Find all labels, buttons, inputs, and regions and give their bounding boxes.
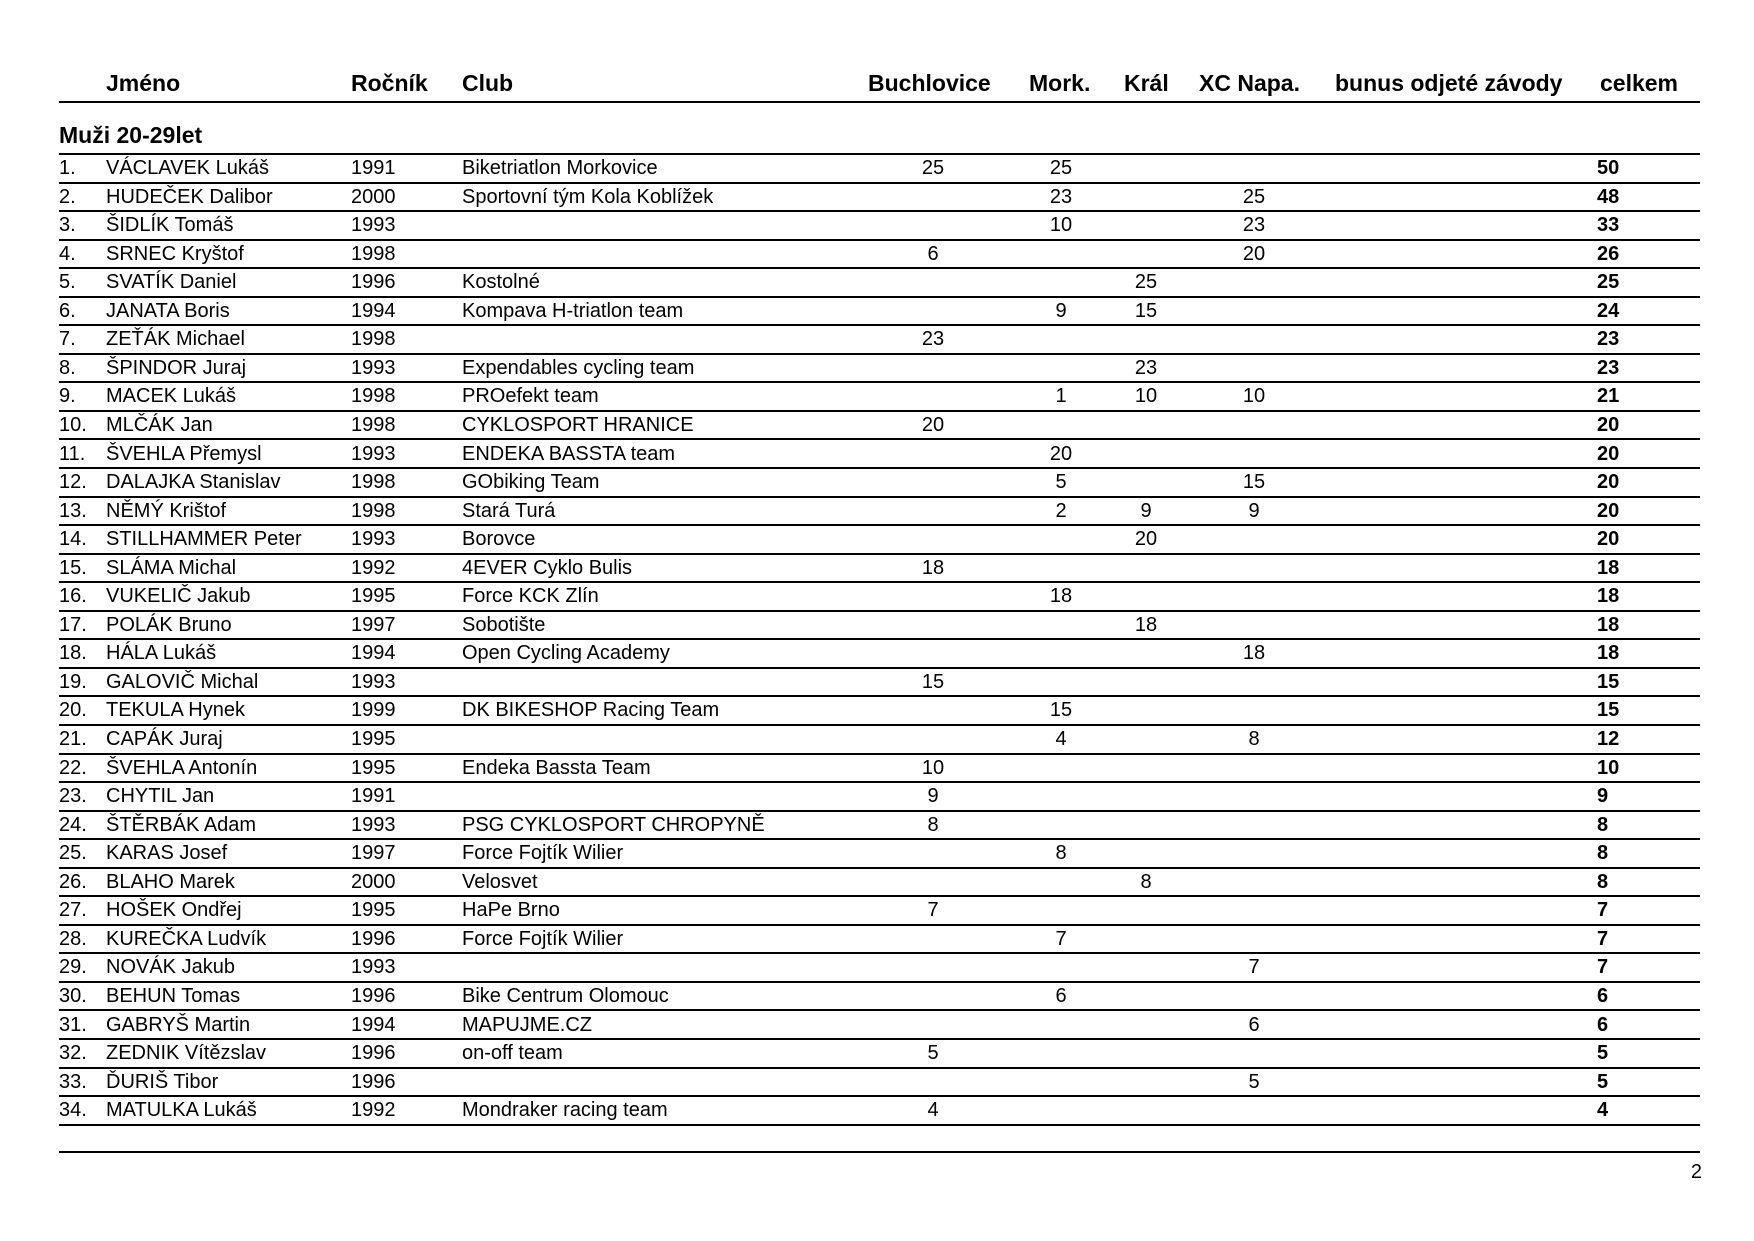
rank-cell: 1. (59, 157, 76, 179)
year-cell: 1996 (351, 1042, 396, 1065)
header-name: Jméno (106, 70, 181, 96)
header-bonus: bunus odjeté závody (1335, 70, 1563, 96)
rank-cell: 33. (59, 1070, 87, 1093)
name-cell: DALAJKA Stanislav (106, 471, 281, 494)
name-cell: ZEŤÁK Michael (106, 328, 245, 351)
rank-cell: 7. (59, 328, 76, 351)
year-cell: 1993 (351, 214, 396, 237)
name-cell: SLÁMA Michal (106, 556, 237, 579)
rank-cell: 3. (59, 214, 76, 237)
rank-cell: 15. (59, 556, 87, 579)
club-cell: GObiking Team (462, 471, 600, 494)
rank-cell: 28. (59, 927, 87, 950)
total-cell: 50 (1597, 157, 1620, 179)
year-cell: 1996 (351, 927, 396, 950)
table-row (59, 241, 1700, 270)
name-cell: ŠVEHLA Přemysl (106, 442, 262, 465)
buchlovice-cell: 18 (921, 556, 945, 579)
name-cell: JANATA Boris (106, 299, 230, 322)
xc-cell: 10 (1242, 385, 1266, 408)
rank-cell: 23. (59, 785, 87, 808)
total-cell: 7 (1597, 956, 1609, 979)
table-row (59, 812, 1700, 841)
total-cell: 20 (1597, 442, 1620, 465)
total-cell: 18 (1597, 642, 1620, 665)
xc-cell: 15 (1242, 471, 1266, 494)
total-cell: 33 (1597, 214, 1620, 237)
club-cell: ENDEKA BASSTA team (462, 442, 676, 465)
rank-cell: 30. (59, 984, 87, 1007)
total-cell: 15 (1597, 670, 1620, 693)
year-cell: 1993 (351, 813, 396, 836)
name-cell: KUREČKA Ludvík (106, 927, 267, 950)
header-year: Ročník (351, 70, 428, 96)
rank-cell: 16. (59, 585, 87, 608)
total-cell: 5 (1597, 1042, 1609, 1065)
table-row (59, 583, 1700, 612)
mork-cell: 4 (1055, 728, 1067, 750)
club-cell: 4EVER Cyklo Bulis (462, 556, 633, 579)
name-cell: CAPÁK Juraj (106, 728, 223, 750)
club-cell: Mondraker racing team (462, 1099, 668, 1122)
table-row (59, 669, 1700, 698)
buchlovice-cell: 6 (927, 242, 939, 265)
mork-cell: 7 (1055, 927, 1067, 950)
buchlovice-cell: 15 (921, 670, 945, 693)
year-cell: 1994 (351, 642, 396, 665)
table-row (59, 755, 1700, 784)
club-cell: Sportovní tým Kola Koblížek (462, 185, 714, 208)
table-row (59, 726, 1700, 755)
club-cell: PSG CYKLOSPORT CHROPYNĚ (462, 813, 765, 836)
rank-cell: 2. (59, 185, 76, 208)
rank-cell: 19. (59, 670, 87, 693)
club-cell: Sobotište (462, 613, 546, 636)
table-row (59, 441, 1700, 470)
mork-cell: 9 (1055, 299, 1067, 322)
table-row (59, 983, 1700, 1012)
name-cell: NOVÁK Jakub (106, 956, 235, 979)
rank-cell: 5. (59, 271, 76, 294)
kral-cell: 18 (1134, 613, 1158, 636)
name-cell: NĚMÝ Krištof (106, 499, 227, 522)
section-title: Muži 20-29let (59, 122, 203, 148)
xc-cell: 7 (1248, 956, 1260, 979)
rank-cell: 10. (59, 413, 87, 436)
name-cell: BEHUN Tomas (106, 984, 241, 1007)
name-cell: MACEK Lukáš (106, 385, 237, 408)
name-cell: ĎURIŠ Tibor (106, 1070, 219, 1093)
rank-cell: 20. (59, 699, 87, 722)
table-row (59, 526, 1700, 555)
club-cell: MAPUJME.CZ (462, 1013, 592, 1036)
table-row (59, 498, 1700, 527)
table-row (59, 926, 1700, 955)
total-cell: 10 (1597, 756, 1620, 779)
kral-cell: 9 (1140, 499, 1152, 522)
year-cell: 1997 (351, 842, 396, 865)
club-cell: Force Fojtík Wilier (462, 927, 624, 950)
kral-cell: 10 (1134, 385, 1158, 408)
header-club: Club (462, 70, 514, 96)
club-cell: Bike Centrum Olomouc (462, 984, 669, 1007)
club-cell: Force Fojtík Wilier (462, 842, 624, 865)
total-cell: 4 (1597, 1099, 1609, 1122)
mork-cell: 2 (1055, 499, 1067, 522)
year-cell: 1998 (351, 328, 396, 351)
total-cell: 7 (1597, 899, 1609, 922)
club-cell: Velosvet (462, 870, 538, 893)
rank-cell: 27. (59, 899, 87, 922)
club-cell: Stará Turá (462, 499, 556, 522)
rank-cell: 29. (59, 956, 87, 979)
total-cell: 24 (1597, 299, 1620, 322)
kral-cell: 25 (1134, 271, 1158, 294)
year-cell: 1993 (351, 356, 396, 379)
total-cell: 20 (1597, 413, 1620, 436)
table-row (59, 326, 1700, 355)
year-cell: 1997 (351, 613, 396, 636)
total-cell: 9 (1597, 785, 1609, 808)
name-cell: HOŠEK Ondřej (106, 899, 242, 922)
club-cell: CYKLOSPORT HRANICE (462, 413, 694, 436)
rank-cell: 22. (59, 756, 87, 779)
club-cell: Expendables cycling team (462, 356, 695, 379)
mork-cell: 10 (1049, 214, 1073, 237)
footer-divider (59, 1151, 1700, 1153)
name-cell: GALOVIČ Michal (106, 670, 259, 693)
year-cell: 1998 (351, 471, 396, 494)
name-cell: KARAS Josef (106, 842, 228, 865)
table-row (59, 1097, 1700, 1126)
xc-cell: 18 (1242, 642, 1266, 665)
total-cell: 18 (1597, 613, 1620, 636)
year-cell: 2000 (351, 185, 396, 208)
year-cell: 1993 (351, 528, 396, 551)
total-cell: 6 (1597, 984, 1609, 1007)
rank-cell: 11. (59, 442, 86, 465)
name-cell: ŠIDLÍK Tomáš (106, 214, 234, 237)
club-cell: on-off team (462, 1042, 563, 1065)
page-number: 2 (1690, 1161, 1702, 1183)
mork-cell: 1 (1055, 385, 1067, 408)
table-row (59, 298, 1700, 327)
club-cell: Kostolné (462, 271, 540, 294)
rank-cell: 34. (59, 1099, 87, 1122)
year-cell: 1991 (351, 785, 396, 808)
total-cell: 48 (1597, 185, 1620, 208)
mork-cell: 20 (1049, 442, 1073, 465)
total-cell: 20 (1597, 471, 1620, 494)
buchlovice-cell: 25 (921, 157, 945, 179)
total-cell: 25 (1597, 271, 1620, 294)
table-row (59, 640, 1700, 669)
table-row (59, 897, 1700, 926)
table-row (59, 355, 1700, 384)
kral-cell: 20 (1134, 528, 1158, 551)
club-cell: Force KCK Zlín (462, 585, 599, 608)
table-row (59, 1012, 1700, 1041)
rank-cell: 31. (59, 1013, 87, 1036)
header-mork: Mork. (1029, 70, 1091, 96)
total-cell: 21 (1597, 385, 1620, 408)
name-cell: HUDEČEK Dalibor (106, 185, 273, 208)
buchlovice-cell: 10 (921, 756, 945, 779)
name-cell: BLAHO Marek (106, 870, 235, 893)
year-cell: 1992 (351, 556, 396, 579)
xc-cell: 8 (1248, 728, 1260, 750)
table-row (59, 697, 1700, 726)
header-xc: XC Napa. (1199, 70, 1300, 96)
rank-cell: 18. (59, 642, 87, 665)
year-cell: 1991 (351, 157, 396, 179)
total-cell: 18 (1597, 585, 1620, 608)
rank-cell: 21. (59, 728, 87, 750)
year-cell: 1998 (351, 242, 396, 265)
xc-cell: 6 (1248, 1013, 1260, 1036)
table-row (59, 184, 1700, 213)
total-cell: 15 (1597, 699, 1620, 722)
header-divider (59, 101, 1700, 103)
table-row (59, 155, 1700, 184)
club-cell: Borovce (462, 528, 536, 551)
total-cell: 7 (1597, 927, 1609, 950)
buchlovice-cell: 4 (927, 1099, 939, 1122)
name-cell: MATULKA Lukáš (106, 1099, 257, 1122)
name-cell: ŠTĚRBÁK Adam (106, 813, 257, 836)
rank-cell: 8. (59, 356, 76, 379)
name-cell: GABRYŠ Martin (106, 1013, 251, 1036)
year-cell: 2000 (351, 870, 396, 893)
mork-cell: 6 (1055, 984, 1067, 1007)
year-cell: 1994 (351, 299, 396, 322)
year-cell: 1995 (351, 585, 396, 608)
year-cell: 1995 (351, 899, 396, 922)
mork-cell: 23 (1049, 185, 1073, 208)
buchlovice-cell: 5 (927, 1042, 939, 1065)
table-row (59, 954, 1700, 983)
club-cell: PROefekt team (462, 385, 599, 408)
total-cell: 8 (1597, 870, 1609, 893)
table-row (59, 840, 1700, 869)
buchlovice-cell: 8 (927, 813, 939, 836)
buchlovice-cell: 7 (927, 899, 939, 922)
name-cell: CHYTIL Jan (106, 785, 215, 808)
buchlovice-cell: 23 (921, 328, 945, 351)
year-cell: 1999 (351, 699, 396, 722)
total-cell: 8 (1597, 842, 1609, 865)
total-cell: 8 (1597, 813, 1609, 836)
buchlovice-cell: 20 (921, 413, 945, 436)
club-cell: DK BIKESHOP Racing Team (462, 699, 720, 722)
name-cell: ŠVEHLA Antonín (106, 756, 258, 779)
club-cell: Biketriatlon Morkovice (462, 157, 658, 179)
year-cell: 1993 (351, 670, 396, 693)
total-cell: 12 (1597, 728, 1620, 750)
total-cell: 18 (1597, 556, 1620, 579)
year-cell: 1993 (351, 442, 396, 465)
year-cell: 1992 (351, 1099, 396, 1122)
kral-cell: 15 (1134, 299, 1158, 322)
year-cell: 1998 (351, 413, 396, 436)
rank-cell: 12. (59, 471, 87, 494)
mork-cell: 8 (1055, 842, 1067, 865)
table-row (59, 1069, 1700, 1098)
rank-cell: 17. (59, 613, 87, 636)
rank-cell: 4. (59, 242, 76, 265)
xc-cell: 9 (1248, 499, 1260, 522)
mork-cell: 18 (1049, 585, 1073, 608)
kral-cell: 8 (1140, 870, 1152, 893)
club-cell: Open Cycling Academy (462, 642, 670, 665)
table-row (59, 1040, 1700, 1069)
total-cell: 23 (1597, 356, 1620, 379)
rank-cell: 6. (59, 299, 76, 322)
xc-cell: 25 (1242, 185, 1266, 208)
year-cell: 1996 (351, 1070, 396, 1093)
total-cell: 20 (1597, 499, 1620, 522)
table-row (59, 269, 1700, 298)
total-cell: 26 (1597, 242, 1620, 265)
year-cell: 1995 (351, 728, 396, 750)
table-row (59, 612, 1700, 641)
year-cell: 1996 (351, 271, 396, 294)
club-cell: Endeka Bassta Team (462, 756, 651, 779)
name-cell: TEKULA Hynek (106, 699, 245, 722)
xc-cell: 23 (1242, 214, 1266, 237)
year-cell: 1996 (351, 984, 396, 1007)
table-row (59, 783, 1700, 812)
name-cell: ZEDNIK Vítězslav (106, 1042, 267, 1065)
name-cell: VUKELIČ Jakub (106, 585, 251, 608)
kral-cell: 23 (1134, 356, 1158, 379)
total-cell: 23 (1597, 328, 1620, 351)
header-kral: Král (1124, 70, 1169, 96)
mork-cell: 15 (1049, 699, 1073, 722)
table-row (59, 555, 1700, 584)
header-total: celkem (1600, 70, 1679, 96)
total-cell: 5 (1597, 1070, 1609, 1093)
year-cell: 1993 (351, 956, 396, 979)
rank-cell: 13. (59, 499, 87, 522)
name-cell: STILLHAMMER Peter (106, 528, 302, 551)
table-row (59, 869, 1700, 898)
name-cell: SRNEC Kryštof (106, 242, 244, 265)
rank-cell: 25. (59, 842, 87, 865)
year-cell: 1995 (351, 756, 396, 779)
rank-cell: 24. (59, 813, 87, 836)
year-cell: 1994 (351, 1013, 396, 1036)
table-row (59, 412, 1700, 441)
name-cell: SVATÍK Daniel (106, 271, 237, 294)
name-cell: HÁLA Lukáš (106, 642, 217, 665)
year-cell: 1998 (351, 499, 396, 522)
table-row (59, 212, 1700, 241)
rank-cell: 9. (59, 385, 76, 408)
buchlovice-cell: 9 (927, 785, 939, 808)
header-buchlovice: Buchlovice (868, 70, 991, 96)
name-cell: VÁCLAVEK Lukáš (106, 157, 270, 179)
club-cell: Kompava H-triatlon team (462, 299, 684, 322)
rank-cell: 26. (59, 870, 87, 893)
xc-cell: 5 (1248, 1070, 1260, 1093)
mork-cell: 25 (1049, 157, 1073, 179)
rank-cell: 14. (59, 528, 87, 551)
year-cell: 1998 (351, 385, 396, 408)
total-cell: 20 (1597, 528, 1620, 551)
name-cell: ŠPINDOR Juraj (106, 356, 247, 379)
table-row (59, 383, 1700, 412)
name-cell: MLČÁK Jan (106, 413, 213, 436)
club-cell: HaPe Brno (462, 899, 560, 922)
name-cell: POLÁK Bruno (106, 613, 232, 636)
total-cell: 6 (1597, 1013, 1609, 1036)
table-row (59, 469, 1700, 498)
xc-cell: 20 (1242, 242, 1266, 265)
rank-cell: 32. (59, 1042, 87, 1065)
mork-cell: 5 (1055, 471, 1067, 494)
